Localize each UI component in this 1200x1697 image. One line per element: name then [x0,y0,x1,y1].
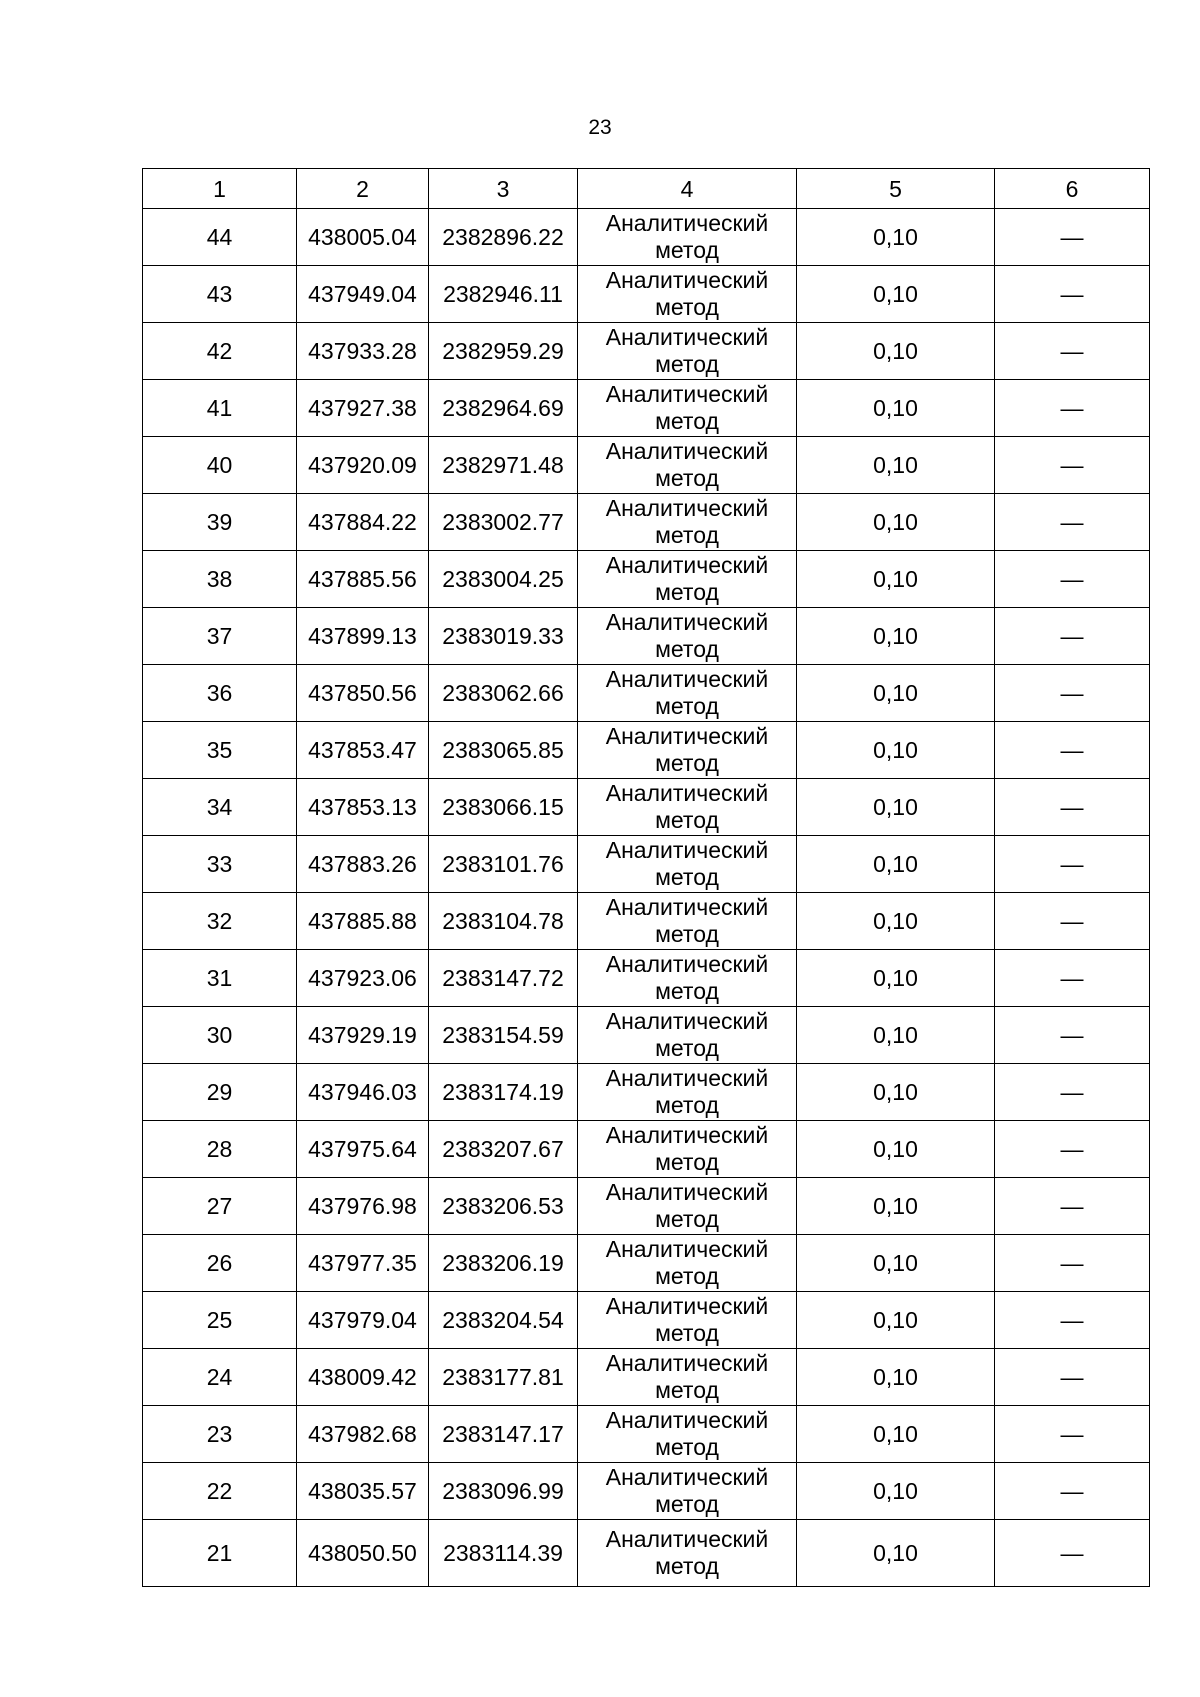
table-row [143,1292,1150,1349]
note-cell: — [995,1064,1150,1121]
x-coordinate-cell: 437850.56 [297,665,429,722]
point-number-cell: 31 [143,950,297,1007]
table-row [143,266,1150,323]
method-text-line: Аналитический [605,1179,769,1205]
point-number-cell: 30 [143,1007,297,1064]
y-coordinate-cell: 2382971.48 [429,437,578,494]
method-text-line: метод [655,921,719,947]
point-number-cell: 34 [143,779,297,836]
method-cell [578,665,797,722]
note-cell: — [995,779,1150,836]
point-number-cell: 43 [143,266,297,323]
method-text-line: метод [655,1263,719,1289]
table-row [143,608,1150,665]
accuracy-cell: 0,10 [797,1406,995,1463]
method-cell [578,209,797,266]
point-number-cell: 39 [143,494,297,551]
method-text-line: метод [655,1092,719,1118]
method-cell [578,1121,797,1178]
point-number-cell: 23 [143,1406,297,1463]
method-text-line: метод [655,693,719,719]
x-coordinate-cell: 438005.04 [297,209,429,266]
method-text-line: метод [655,1553,719,1579]
note-cell: — [995,1349,1150,1406]
accuracy-cell: 0,10 [797,380,995,437]
point-number-cell: 35 [143,722,297,779]
method-cell [578,1064,797,1121]
point-number-cell: 44 [143,209,297,266]
column-header: 5 [797,169,995,209]
method-text-line: Аналитический [605,552,769,578]
method-cell [578,1406,797,1463]
method-text-line: Аналитический [605,1008,769,1034]
x-coordinate-cell: 437982.68 [297,1406,429,1463]
note-cell: — [995,209,1150,266]
column-header: 1 [143,169,297,209]
y-coordinate-cell: 2383147.17 [429,1406,578,1463]
method-text-line: метод [655,1206,719,1232]
method-cell [578,779,797,836]
y-coordinate-cell: 2383004.25 [429,551,578,608]
method-cell [578,323,797,380]
point-number-cell: 37 [143,608,297,665]
method-text-line: метод [655,351,719,377]
y-coordinate-cell: 2383104.78 [429,893,578,950]
note-cell: — [995,437,1150,494]
y-coordinate-cell: 2383096.99 [429,1463,578,1520]
method-text-line: Аналитический [605,837,769,863]
x-coordinate-cell: 437853.47 [297,722,429,779]
x-coordinate-cell: 437946.03 [297,1064,429,1121]
table-row [143,1121,1150,1178]
method-text-line: метод [655,1149,719,1175]
y-coordinate-cell: 2383101.76 [429,836,578,893]
x-coordinate-cell: 437885.88 [297,893,429,950]
y-coordinate-cell: 2383002.77 [429,494,578,551]
x-coordinate-cell: 437920.09 [297,437,429,494]
method-text-line: метод [655,1377,719,1403]
accuracy-cell: 0,10 [797,950,995,1007]
accuracy-cell: 0,10 [797,665,995,722]
accuracy-cell: 0,10 [797,1520,995,1587]
method-text-line: Аналитический [605,1407,769,1433]
method-text-line: Аналитический [605,723,769,749]
y-coordinate-cell: 2382959.29 [429,323,578,380]
note-cell: — [995,893,1150,950]
y-coordinate-cell: 2382964.69 [429,380,578,437]
accuracy-cell: 0,10 [797,494,995,551]
method-text-line: Аналитический [605,1065,769,1091]
method-cell [578,950,797,1007]
method-text-line: метод [655,522,719,548]
column-header: 6 [995,169,1150,209]
point-number-cell: 33 [143,836,297,893]
note-cell: — [995,722,1150,779]
method-text-line: Аналитический [605,438,769,464]
method-text-line: Аналитический [605,210,769,236]
accuracy-cell: 0,10 [797,437,995,494]
method-cell [578,893,797,950]
note-cell: — [995,1235,1150,1292]
method-text-line: метод [655,294,719,320]
note-cell: — [995,323,1150,380]
note-cell: — [995,494,1150,551]
x-coordinate-cell: 437933.28 [297,323,429,380]
method-text-line: метод [655,864,719,890]
table-row [143,1520,1150,1587]
accuracy-cell: 0,10 [797,209,995,266]
method-cell [578,1178,797,1235]
y-coordinate-cell: 2383207.67 [429,1121,578,1178]
x-coordinate-cell: 437853.13 [297,779,429,836]
x-coordinate-cell: 437975.64 [297,1121,429,1178]
method-text-line: метод [655,1320,719,1346]
method-cell [578,1349,797,1406]
method-cell [578,1463,797,1520]
y-coordinate-cell: 2383204.54 [429,1292,578,1349]
x-coordinate-cell: 438050.50 [297,1520,429,1587]
note-cell: — [995,551,1150,608]
method-cell [578,1007,797,1064]
method-text-line: метод [655,579,719,605]
method-text-line: Аналитический [605,780,769,806]
point-number-cell: 36 [143,665,297,722]
accuracy-cell: 0,10 [797,893,995,950]
y-coordinate-cell: 2383066.15 [429,779,578,836]
method-text-line: метод [655,1434,719,1460]
point-number-cell: 24 [143,1349,297,1406]
method-cell [578,722,797,779]
point-number-cell: 38 [143,551,297,608]
method-text-line: Аналитический [605,1464,769,1490]
table-row [143,1007,1150,1064]
method-text-line: Аналитический [605,951,769,977]
x-coordinate-cell: 438009.42 [297,1349,429,1406]
x-coordinate-cell: 437899.13 [297,608,429,665]
table-row [143,380,1150,437]
x-coordinate-cell: 437883.26 [297,836,429,893]
method-cell [578,494,797,551]
accuracy-cell: 0,10 [797,1292,995,1349]
x-coordinate-cell: 437927.38 [297,380,429,437]
table-row [143,551,1150,608]
table-row [143,722,1150,779]
method-text-line: Аналитический [605,1293,769,1319]
accuracy-cell: 0,10 [797,608,995,665]
accuracy-cell: 0,10 [797,1121,995,1178]
accuracy-cell: 0,10 [797,1064,995,1121]
method-cell [578,836,797,893]
point-number-cell: 40 [143,437,297,494]
column-header: 3 [429,169,578,209]
method-cell [578,380,797,437]
x-coordinate-cell: 437923.06 [297,950,429,1007]
y-coordinate-cell: 2383114.39 [429,1520,578,1587]
note-cell: — [995,950,1150,1007]
method-text-line: Аналитический [605,1526,769,1552]
accuracy-cell: 0,10 [797,323,995,380]
note-cell: — [995,1007,1150,1064]
table-row [143,1406,1150,1463]
x-coordinate-cell: 437884.22 [297,494,429,551]
accuracy-cell: 0,10 [797,1349,995,1406]
method-cell [578,608,797,665]
note-cell: — [995,608,1150,665]
table-row [143,1463,1150,1520]
column-header: 4 [578,169,797,209]
table-row [143,836,1150,893]
y-coordinate-cell: 2383154.59 [429,1007,578,1064]
note-cell: — [995,836,1150,893]
accuracy-cell: 0,10 [797,1235,995,1292]
column-header: 2 [297,169,429,209]
table-row [143,893,1150,950]
note-cell: — [995,266,1150,323]
method-text-line: метод [655,1491,719,1517]
note-cell: — [995,665,1150,722]
method-text-line: метод [655,750,719,776]
coordinates-table [142,168,1150,1587]
note-cell: — [995,380,1150,437]
table-body [143,169,1150,1587]
method-text-line: Аналитический [605,381,769,407]
point-number-cell: 41 [143,380,297,437]
y-coordinate-cell: 2382896.22 [429,209,578,266]
method-cell [578,1520,797,1587]
method-text-line: Аналитический [605,1350,769,1376]
method-text-line: метод [655,465,719,491]
point-number-cell: 21 [143,1520,297,1587]
note-cell: — [995,1520,1150,1587]
table-row [143,665,1150,722]
accuracy-cell: 0,10 [797,266,995,323]
y-coordinate-cell: 2383206.53 [429,1178,578,1235]
method-cell [578,1235,797,1292]
method-text-line: метод [655,1035,719,1061]
method-text-line: метод [655,237,719,263]
method-cell [578,266,797,323]
table-row [143,209,1150,266]
y-coordinate-cell: 2383177.81 [429,1349,578,1406]
method-text-line: метод [655,636,719,662]
accuracy-cell: 0,10 [797,779,995,836]
x-coordinate-cell: 437885.56 [297,551,429,608]
y-coordinate-cell: 2383019.33 [429,608,578,665]
point-number-cell: 42 [143,323,297,380]
method-text-line: Аналитический [605,609,769,635]
x-coordinate-cell: 437976.98 [297,1178,429,1235]
accuracy-cell: 0,10 [797,1463,995,1520]
point-number-cell: 25 [143,1292,297,1349]
method-text-line: метод [655,408,719,434]
table-row [143,323,1150,380]
point-number-cell: 29 [143,1064,297,1121]
accuracy-cell: 0,10 [797,722,995,779]
y-coordinate-cell: 2383065.85 [429,722,578,779]
table-row [143,950,1150,1007]
table-row [143,1178,1150,1235]
x-coordinate-cell: 437949.04 [297,266,429,323]
method-cell [578,551,797,608]
table-row [143,1064,1150,1121]
note-cell: — [995,1406,1150,1463]
method-text-line: метод [655,807,719,833]
method-text-line: Аналитический [605,666,769,692]
method-text-line: Аналитический [605,267,769,293]
accuracy-cell: 0,10 [797,1178,995,1235]
method-text-line: Аналитический [605,1122,769,1148]
point-number-cell: 26 [143,1235,297,1292]
method-text-line: Аналитический [605,1236,769,1262]
x-coordinate-cell: 437979.04 [297,1292,429,1349]
note-cell: — [995,1121,1150,1178]
accuracy-cell: 0,10 [797,836,995,893]
note-cell: — [995,1292,1150,1349]
point-number-cell: 27 [143,1178,297,1235]
method-text-line: Аналитический [605,495,769,521]
x-coordinate-cell: 437977.35 [297,1235,429,1292]
point-number-cell: 28 [143,1121,297,1178]
x-coordinate-cell: 438035.57 [297,1463,429,1520]
accuracy-cell: 0,10 [797,551,995,608]
method-cell [578,1292,797,1349]
y-coordinate-cell: 2383147.72 [429,950,578,1007]
method-text-line: Аналитический [605,324,769,350]
table-row [143,437,1150,494]
table-row [143,1235,1150,1292]
point-number-cell: 32 [143,893,297,950]
page-number: 23 [588,116,612,139]
table-row [143,494,1150,551]
y-coordinate-cell: 2383062.66 [429,665,578,722]
table-row [143,779,1150,836]
method-cell [578,437,797,494]
y-coordinate-cell: 2383206.19 [429,1235,578,1292]
table-row [143,1349,1150,1406]
point-number-cell: 22 [143,1463,297,1520]
note-cell: — [995,1463,1150,1520]
x-coordinate-cell: 437929.19 [297,1007,429,1064]
note-cell: — [995,1178,1150,1235]
y-coordinate-cell: 2383174.19 [429,1064,578,1121]
y-coordinate-cell: 2382946.11 [429,266,578,323]
accuracy-cell: 0,10 [797,1007,995,1064]
table-header-row [143,169,1150,209]
method-text-line: Аналитический [605,894,769,920]
method-text-line: метод [655,978,719,1004]
